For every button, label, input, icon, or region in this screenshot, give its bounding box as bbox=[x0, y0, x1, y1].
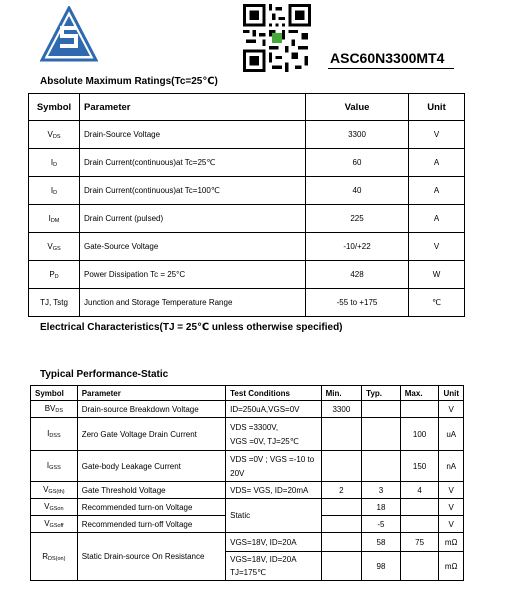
symbol-cell: $R_{DS(on)}$ bbox=[31, 533, 78, 581]
symbol-cell: $I_{DSS}$ bbox=[31, 418, 78, 451]
symbol-cell: TJ, Tstg bbox=[29, 289, 80, 317]
qr-code-icon bbox=[243, 4, 311, 72]
unit-cell: V bbox=[409, 121, 465, 149]
max-cell bbox=[400, 516, 439, 533]
table-row bbox=[29, 205, 465, 233]
parameter-cell: Power Dissipation Tc = 25°C bbox=[80, 261, 306, 289]
part-number-underline bbox=[328, 68, 454, 69]
value-cell: 225 bbox=[306, 205, 409, 233]
parameter-cell: Gate-body Leakage Current bbox=[77, 451, 225, 482]
unit-cell: A bbox=[409, 205, 465, 233]
max-cell bbox=[400, 401, 439, 418]
col-parameter: Parameter bbox=[80, 94, 306, 121]
parameter-cell: Zero Gate Voltage Drain Current bbox=[77, 418, 225, 451]
condition-cell: Static bbox=[226, 499, 321, 533]
parameter-cell: Recommended turn-on Voltage bbox=[77, 499, 225, 516]
value-cell: -55 to +175 bbox=[306, 289, 409, 317]
abs-max-table bbox=[28, 93, 465, 317]
typ-cell bbox=[362, 418, 401, 451]
parameter-cell: Drain-source Breakdown Voltage bbox=[77, 401, 225, 418]
parameter-cell: Drain-Source Voltage bbox=[80, 121, 306, 149]
max-cell bbox=[400, 552, 439, 581]
col-min: Min. bbox=[321, 386, 362, 401]
symbol-cell: $V_{DS}$ bbox=[29, 121, 80, 149]
col-unit: Unit bbox=[439, 386, 464, 401]
table-header-row bbox=[31, 386, 464, 401]
table-row bbox=[31, 533, 464, 552]
table-row bbox=[31, 401, 464, 418]
symbol-cell: $V_{GS}$ bbox=[29, 233, 80, 261]
company-logo-icon bbox=[40, 6, 98, 62]
table-row bbox=[29, 121, 465, 149]
condition-cell: VDS =0V ; VGS =-10 to 20V bbox=[226, 451, 321, 482]
max-cell: 4 bbox=[400, 482, 439, 499]
electrical-characteristics-title: Electrical Characteristics(TJ = 25℃ unless otherwise specified) bbox=[40, 322, 343, 333]
symbol-cell: $V_{GSoff}$ bbox=[31, 516, 78, 533]
typ-cell: 3 bbox=[362, 482, 401, 499]
min-cell bbox=[321, 552, 362, 581]
unit-cell: V bbox=[439, 401, 464, 418]
min-cell bbox=[321, 418, 362, 451]
min-cell bbox=[321, 451, 362, 482]
parameter-cell: Drain Current(continuous)at Tc=100℃ bbox=[80, 177, 306, 205]
symbol-cell: $I_{DM}$ bbox=[29, 205, 80, 233]
max-cell: 100 bbox=[400, 418, 439, 451]
unit-cell: ℃ bbox=[409, 289, 465, 317]
value-cell: 3300 bbox=[306, 121, 409, 149]
condition-cell: VGS=18V, ID=20A TJ=175℃ bbox=[226, 552, 321, 581]
table-row bbox=[31, 418, 464, 451]
condition-cell: VDS= VGS, ID=20mA bbox=[226, 482, 321, 499]
symbol-cell: $I_{GSS}$ bbox=[31, 451, 78, 482]
table-row bbox=[29, 149, 465, 177]
parameter-cell: Gate-Source Voltage bbox=[80, 233, 306, 261]
min-cell bbox=[321, 516, 362, 533]
abs-max-title: Absolute Maximum Ratings(Tc=25℃) bbox=[40, 76, 218, 87]
min-cell: 2 bbox=[321, 482, 362, 499]
parameter-cell: Drain Current (pulsed) bbox=[80, 205, 306, 233]
col-typ: Typ. bbox=[362, 386, 401, 401]
unit-cell: uA bbox=[439, 418, 464, 451]
col-max: Max. bbox=[400, 386, 439, 401]
parameter-cell: Drain Current(continuous)at Tc=25℃ bbox=[80, 149, 306, 177]
symbol-cell: $P_D$ bbox=[29, 261, 80, 289]
unit-cell: V bbox=[439, 516, 464, 533]
parameter-cell: Recommended turn-off Voltage bbox=[77, 516, 225, 533]
col-conditions: Test Conditions bbox=[226, 386, 321, 401]
col-symbol: Symbol bbox=[31, 386, 78, 401]
unit-cell: V bbox=[439, 482, 464, 499]
max-cell bbox=[400, 499, 439, 516]
condition-cell: VDS =3300V, VGS =0V, TJ=25℃ bbox=[226, 418, 321, 451]
table-row bbox=[29, 233, 465, 261]
value-cell: -10/+22 bbox=[306, 233, 409, 261]
symbol-cell: $I_D$ bbox=[29, 149, 80, 177]
value-cell: 428 bbox=[306, 261, 409, 289]
typ-cell: 58 bbox=[362, 533, 401, 552]
value-cell: 40 bbox=[306, 177, 409, 205]
symbol-cell: $V_{GSon}$ bbox=[31, 499, 78, 516]
table-row bbox=[31, 451, 464, 482]
col-parameter: Parameter bbox=[77, 386, 225, 401]
part-number: ASC60N3300MT4 bbox=[330, 50, 445, 66]
unit-cell: V bbox=[409, 233, 465, 261]
table-row bbox=[29, 177, 465, 205]
col-unit: Unit bbox=[409, 94, 465, 121]
unit-cell: mΩ bbox=[439, 533, 464, 552]
typ-cell: 98 bbox=[362, 552, 401, 581]
max-cell: 150 bbox=[400, 451, 439, 482]
condition-cell: VGS=18V, ID=20A bbox=[226, 533, 321, 552]
unit-cell: A bbox=[409, 177, 465, 205]
symbol-cell: $V_{GS(th)}$ bbox=[31, 482, 78, 499]
unit-cell: W bbox=[409, 261, 465, 289]
table-row bbox=[29, 289, 465, 317]
table-row bbox=[31, 499, 464, 516]
col-value: Value bbox=[306, 94, 409, 121]
parameter-cell: Gate Threshold Voltage bbox=[77, 482, 225, 499]
typ-cell bbox=[362, 401, 401, 418]
symbol-cell: $I_D$ bbox=[29, 177, 80, 205]
static-table bbox=[30, 385, 464, 581]
symbol-cell: $BV_{DS}$ bbox=[31, 401, 78, 418]
value-cell: 60 bbox=[306, 149, 409, 177]
col-symbol: Symbol bbox=[29, 94, 80, 121]
max-cell: 75 bbox=[400, 533, 439, 552]
unit-cell: V bbox=[439, 499, 464, 516]
typ-cell: -5 bbox=[362, 516, 401, 533]
parameter-cell: Static Drain-source On Resistance bbox=[77, 533, 225, 581]
parameter-cell: Junction and Storage Temperature Range bbox=[80, 289, 306, 317]
table-row bbox=[31, 482, 464, 499]
typ-cell bbox=[362, 451, 401, 482]
min-cell bbox=[321, 499, 362, 516]
typ-cell: 18 bbox=[362, 499, 401, 516]
table-row bbox=[29, 261, 465, 289]
condition-cell: ID=250uA,VGS=0V bbox=[226, 401, 321, 418]
unit-cell: A bbox=[409, 149, 465, 177]
min-cell: 3300 bbox=[321, 401, 362, 418]
min-cell bbox=[321, 533, 362, 552]
unit-cell: nA bbox=[439, 451, 464, 482]
static-title: Typical Performance-Static bbox=[40, 369, 169, 380]
unit-cell: mΩ bbox=[439, 552, 464, 581]
table-header-row bbox=[29, 94, 465, 121]
